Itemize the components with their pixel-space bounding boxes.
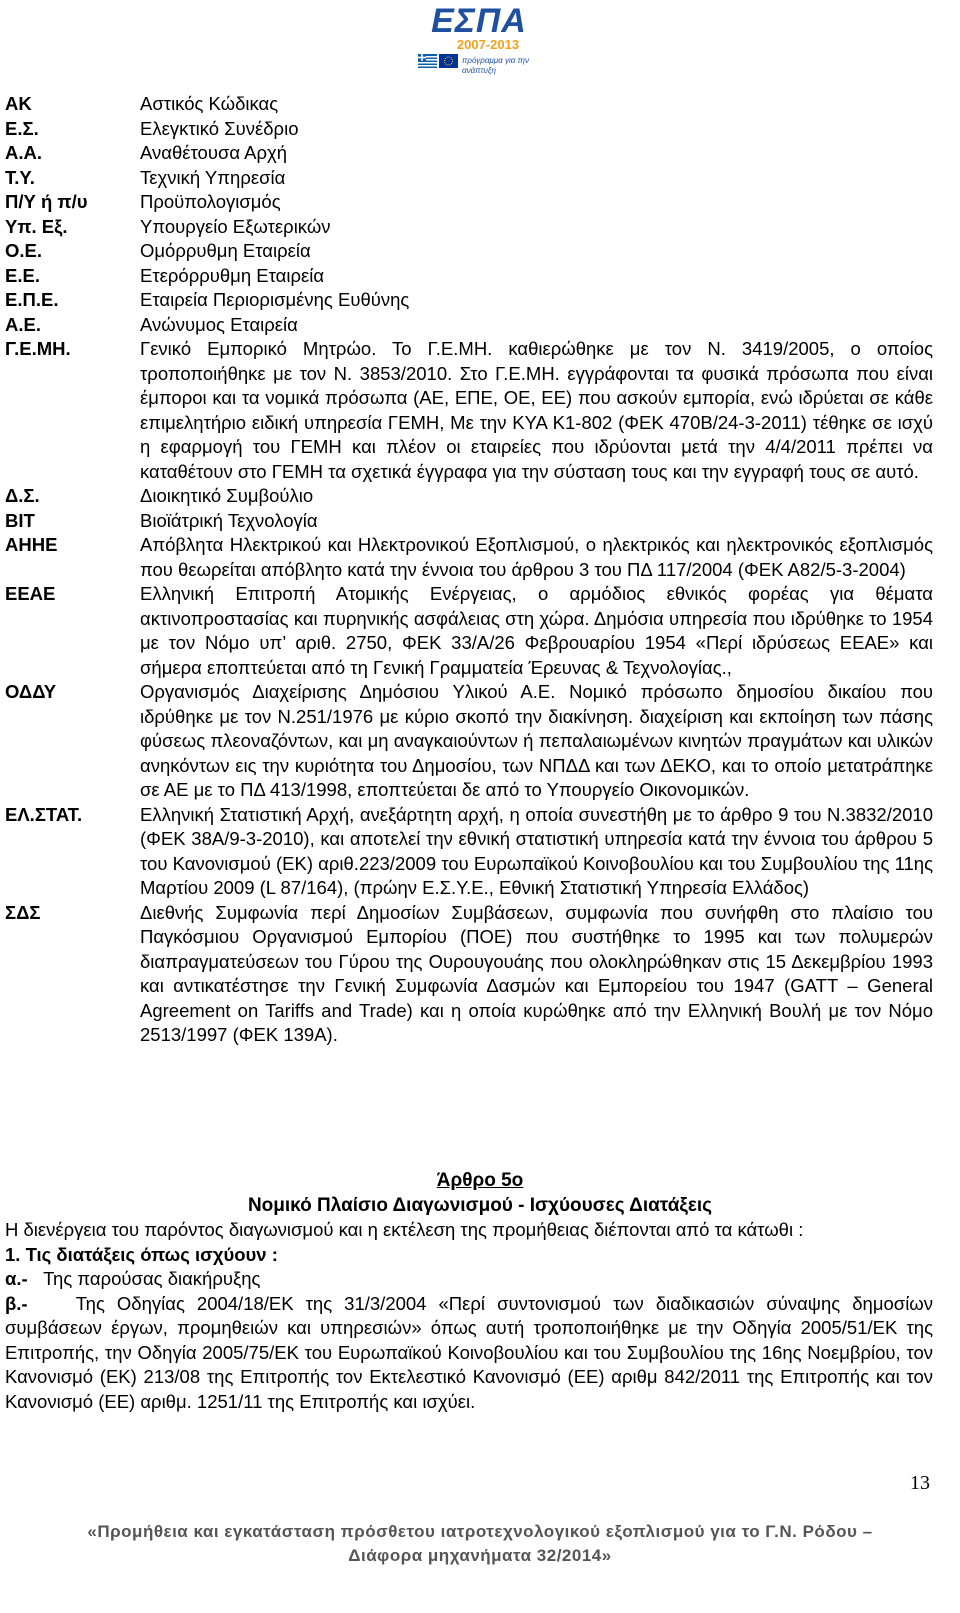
abbreviation-term: ΑΚ bbox=[5, 93, 32, 114]
abbreviation-definition: Εταιρεία Περιορισμένης Ευθύνης bbox=[140, 289, 410, 310]
abbreviation-row bbox=[0, 484, 960, 509]
article-number: Άρθρο 5ο bbox=[436, 1170, 524, 1191]
abbreviation-term: ΕΛ.ΣΤΑΤ. bbox=[5, 803, 83, 825]
logo-years: 2007-2013 bbox=[456, 37, 520, 52]
abbreviation-term: Τ.Υ. bbox=[5, 166, 35, 188]
abbreviation-definition: Βιοϊάτρική Τεχνολογία bbox=[140, 509, 318, 531]
item-b bbox=[5, 1292, 933, 1415]
provisions-heading: 1. Τις διατάξεις όπως ισχύουν : bbox=[5, 1243, 278, 1265]
abbreviations-table bbox=[0, 92, 960, 1048]
abbreviation-definition: Υπουργείο Εξωτερικών bbox=[140, 215, 331, 237]
abbreviation-row bbox=[0, 582, 960, 680]
abbreviation-row bbox=[0, 264, 960, 289]
logo-tagline: πρόγραμμα για την ανάπτυξη bbox=[462, 56, 529, 75]
abbreviation-term: ΣΔΣ bbox=[5, 901, 41, 923]
abbreviation-row bbox=[0, 680, 960, 803]
abbreviation-term: Δ.Σ. bbox=[5, 485, 40, 506]
article-body bbox=[5, 1218, 933, 1414]
abbreviation-definition: Ελεγκτικό Συνέδριο bbox=[140, 117, 299, 139]
item-b-text: Της Οδηγίας 2004/18/ΕΚ της 31/3/2004 «Περί συντονισμού των διαδικασιών σύναψης δημοσίων συμβάσεων έργων, προμηθειών και υπηρεσιών» όπως αυτή τροποποιήθηκε με την Οδηγία 2005/51/ΕΚ της Επιτροπής, την Οδηγία 2005/75/ΕΚ του Ευρωπαϊκού Κοινοβουλίου και του Συμβουλίου της 16ης Νοεμβρίου, τον Κανονισμό (ΕΚ) 213/08 της Επιτροπής τον Εκτελεστικό Κανονισμό (ΕΕ) αριθμ 842/2011 της Επιτροπής και τον Κανονισμό (ΕΕ) αριθμ. 1251/11 της Επιτροπής και ισχύει. bbox=[5, 1292, 933, 1412]
abbreviation-term: Ε.Π.Ε. bbox=[5, 289, 59, 310]
item-b-label: β.- bbox=[5, 1292, 28, 1314]
abbreviation-definition: Τεχνική Υπηρεσία bbox=[140, 166, 286, 188]
abbreviation-row bbox=[0, 215, 960, 240]
abbreviation-term: Ε.Ε. bbox=[5, 264, 40, 286]
footer-line-2: Διάφορα μηχανήματα 32/2014» bbox=[348, 1546, 612, 1565]
abbreviation-row bbox=[0, 117, 960, 142]
abbreviation-definition: Προϋπολογισμός bbox=[140, 191, 281, 212]
abbreviation-row bbox=[0, 190, 960, 215]
article-title: Νομικό Πλαίσιο Διαγωνισμού - Ισχύουσες Διατάξεις bbox=[247, 1195, 713, 1216]
abbreviation-row bbox=[0, 166, 960, 191]
abbreviation-row bbox=[0, 803, 960, 901]
abbreviation-row bbox=[0, 533, 960, 582]
abbreviation-definition: Οργανισμός Διαχείρισης Δημόσιου Υλικού Α.Ε. Νομικό πρόσωπο δημοσίου δικαίου που ιδρύθηκε με τον Ν.251/1976 με κύριο σκοπό την διακίνηση. διαχείριση και εκποίηση των πάσης φύσεως πλεοναζόντων, και μη αναγκαιούντων ή πεπαλαιωμένων κινητών πραγμάτων και υλικών ανηκόντων εις την κυριότητα του Δημοσίου, των ΝΠΔΔ και των ΔΕΚΟ, και το οποίο μετατράπηκε σε ΑΕ με το ΠΔ 413/1998, εποπτεύεται δε από το Υπουργείο Οικονομικών. bbox=[140, 681, 933, 800]
item-a bbox=[5, 1267, 933, 1292]
abbreviation-term: Π/Υ ή π/υ bbox=[5, 191, 88, 212]
abbreviation-row bbox=[0, 141, 960, 166]
footer-line-1: «Προμήθεια και εγκατάσταση πρόσθετου ιατροτεχνολογικού εξοπλισμού για το Γ.Ν. Ρόδου – bbox=[87, 1522, 873, 1541]
abbreviation-term: Γ.Ε.ΜΗ. bbox=[5, 338, 71, 359]
abbreviation-term: Α.Ε. bbox=[5, 313, 41, 335]
abbreviation-row bbox=[0, 509, 960, 534]
page-number: 13 bbox=[910, 1472, 930, 1494]
abbreviation-definition: Ελληνική Επιτροπή Ατομικής Ενέργειας, ο αρμόδιος εθνικός φορέας για θέματα ακτινοπροστασίας και πυρηνικής ασφάλειας στη χώρα. Δημόσια υπηρεσία που ιδρύθηκε το 1954 με τον Νόμο υπ’ αριθ. 2750, ΦΕΚ 33/Α/26 Φεβρουαρίου 1954 «Περί ιδρύσεως ΕΕΑΕ» και σήμερα εποπτεύεται από τη Γενική Γραμματεία Έρευνας & Τεχνολογίας., bbox=[140, 583, 933, 678]
footer bbox=[0, 1520, 960, 1568]
abbreviation-term: ΕΕΑΕ bbox=[5, 583, 56, 604]
abbreviation-definition: Διοικητικό Συμβούλιο bbox=[140, 485, 314, 506]
item-a-label: α.- bbox=[5, 1268, 28, 1289]
abbreviation-definition: Ετερόρρυθμη Εταιρεία bbox=[140, 264, 325, 286]
abbreviation-term: Ε.Σ. bbox=[5, 117, 39, 139]
item-a-text: Της παρούσας διακήρυξης bbox=[43, 1268, 261, 1289]
article-intro: Η διενέργεια του παρόντος διαγωνισμού και η εκτέλεση της προμήθειας διέπονται από τα κάτωθι : bbox=[5, 1219, 804, 1240]
abbreviation-row bbox=[0, 239, 960, 264]
abbreviation-definition: Αστικός Κώδικας bbox=[140, 93, 279, 114]
abbreviation-row bbox=[0, 901, 960, 1048]
abbreviation-term: ΒΙΤ bbox=[5, 509, 35, 531]
abbreviation-term: ΟΔΔΥ bbox=[5, 681, 57, 702]
abbreviation-term: Α.Α. bbox=[5, 142, 42, 163]
abbreviation-definition: Διεθνής Συμφωνία περί Δημοσίων Συμβάσεων, συμφωνία που συνήφθη στο πλαίσιο του Παγκόσμιου Οργανισμού Εμπορίου (ΠΟΕ) που συστήθηκε το 1995 και των πολυμερών διαπραγματεύσεων του Γύρου της Ουρουγουάης που ολοκληρώθηκαν στις 15 Δεκεμβρίου 1993 και αντικατέστησε την Γενική Συμφωνία Δασμών και Εμπορείου του 1947 (GATT – General Agreement on Tariffs and Trade) και η οποία κυρώθηκε από την Ελληνική Βουλή με τον Νόμο 2513/1997 (ΦΕΚ 139Α). bbox=[140, 901, 933, 1045]
abbreviation-definition: Αναθέτουσα Αρχή bbox=[140, 142, 288, 163]
abbreviation-row bbox=[0, 92, 960, 117]
espa-logo bbox=[418, 2, 540, 75]
abbreviation-row bbox=[0, 313, 960, 338]
abbreviation-definition: Ελληνική Στατιστική Αρχή, ανεξάρτητη αρχή, η οποία συνεστήθη με το άρθρο 9 του Ν.3832/2010 (ΦΕΚ 38Α/9-3-2010), και αποτελεί την εθνική στατιστική υπηρεσία κατά την έννοια του άρθρου 5 του Κανονισμού (ΕΚ) αριθ.223/2009 του Ευρωπαϊκού Κοινοβουλίου και του Συμβουλίου της 11ης Μαρτίου 2009 (L 87/164), (πρώην Ε.Σ.Υ.Ε., Εθνική Στατιστική Υπηρεσία Ελλάδος) bbox=[140, 803, 933, 898]
abbreviation-definition: Απόβλητα Ηλεκτρικού και Ηλεκτρονικού Εξοπλισμού, ο ηλεκτρικός και ηλεκτρονικός εξοπλισμός που θεωρείται απόβλητο κατά την έννοια του άρθρου 3 του ΠΔ 117/2004 (ΦΕΚ Α82/5-3-2004) bbox=[140, 534, 933, 580]
flags-icon bbox=[418, 54, 458, 68]
logo-text: ΕΣΠΑ bbox=[431, 2, 527, 40]
abbreviation-definition: Ομόρρυθμη Εταιρεία bbox=[140, 240, 311, 261]
abbreviation-term: ΑΗΗΕ bbox=[5, 534, 58, 555]
abbreviation-term: Υπ. Εξ. bbox=[5, 215, 68, 237]
abbreviation-definition: Γενικό Εμπορικό Μητρώο. Το Γ.Ε.ΜΗ. καθιερώθηκε με τον Ν. 3419/2005, ο οποίος τροποποιήθηκε με τον Ν. 3853/2010. Στο Γ.Ε.ΜΗ. εγγράφονται τα φυσικά πρόσωπα που είναι έμποροι και τα νομικά πρόσωπα (ΑΕ, ΕΠΕ, ΟΕ, ΕΕ) που ασκούν εμπορία, ενώ ιδρύεται σε κάθε επιμελητήριο ειδική υπηρεσία ΓΕΜΗ, Με την ΚΥΑ Κ1-802 (ΦΕΚ 470Β/24-3-2011) τέθηκε σε ισχύ η εφαρμογή του ΓΕΜΗ και πλέον οι εταιρείες που ιδρύονται μετά την 4/4/2011 πρέπει να καταθέτουν στο ΓΕΜΗ τα σχετικά έγγραφα για την σύσταση τους και την εγγραφή τους σε αυτό. bbox=[140, 338, 933, 482]
abbreviation-row bbox=[0, 337, 960, 484]
article-heading bbox=[0, 1168, 960, 1218]
abbreviation-definition: Ανώνυμος Εταιρεία bbox=[140, 313, 298, 335]
abbreviation-row bbox=[0, 288, 960, 313]
abbreviation-term: Ο.Ε. bbox=[5, 240, 43, 261]
